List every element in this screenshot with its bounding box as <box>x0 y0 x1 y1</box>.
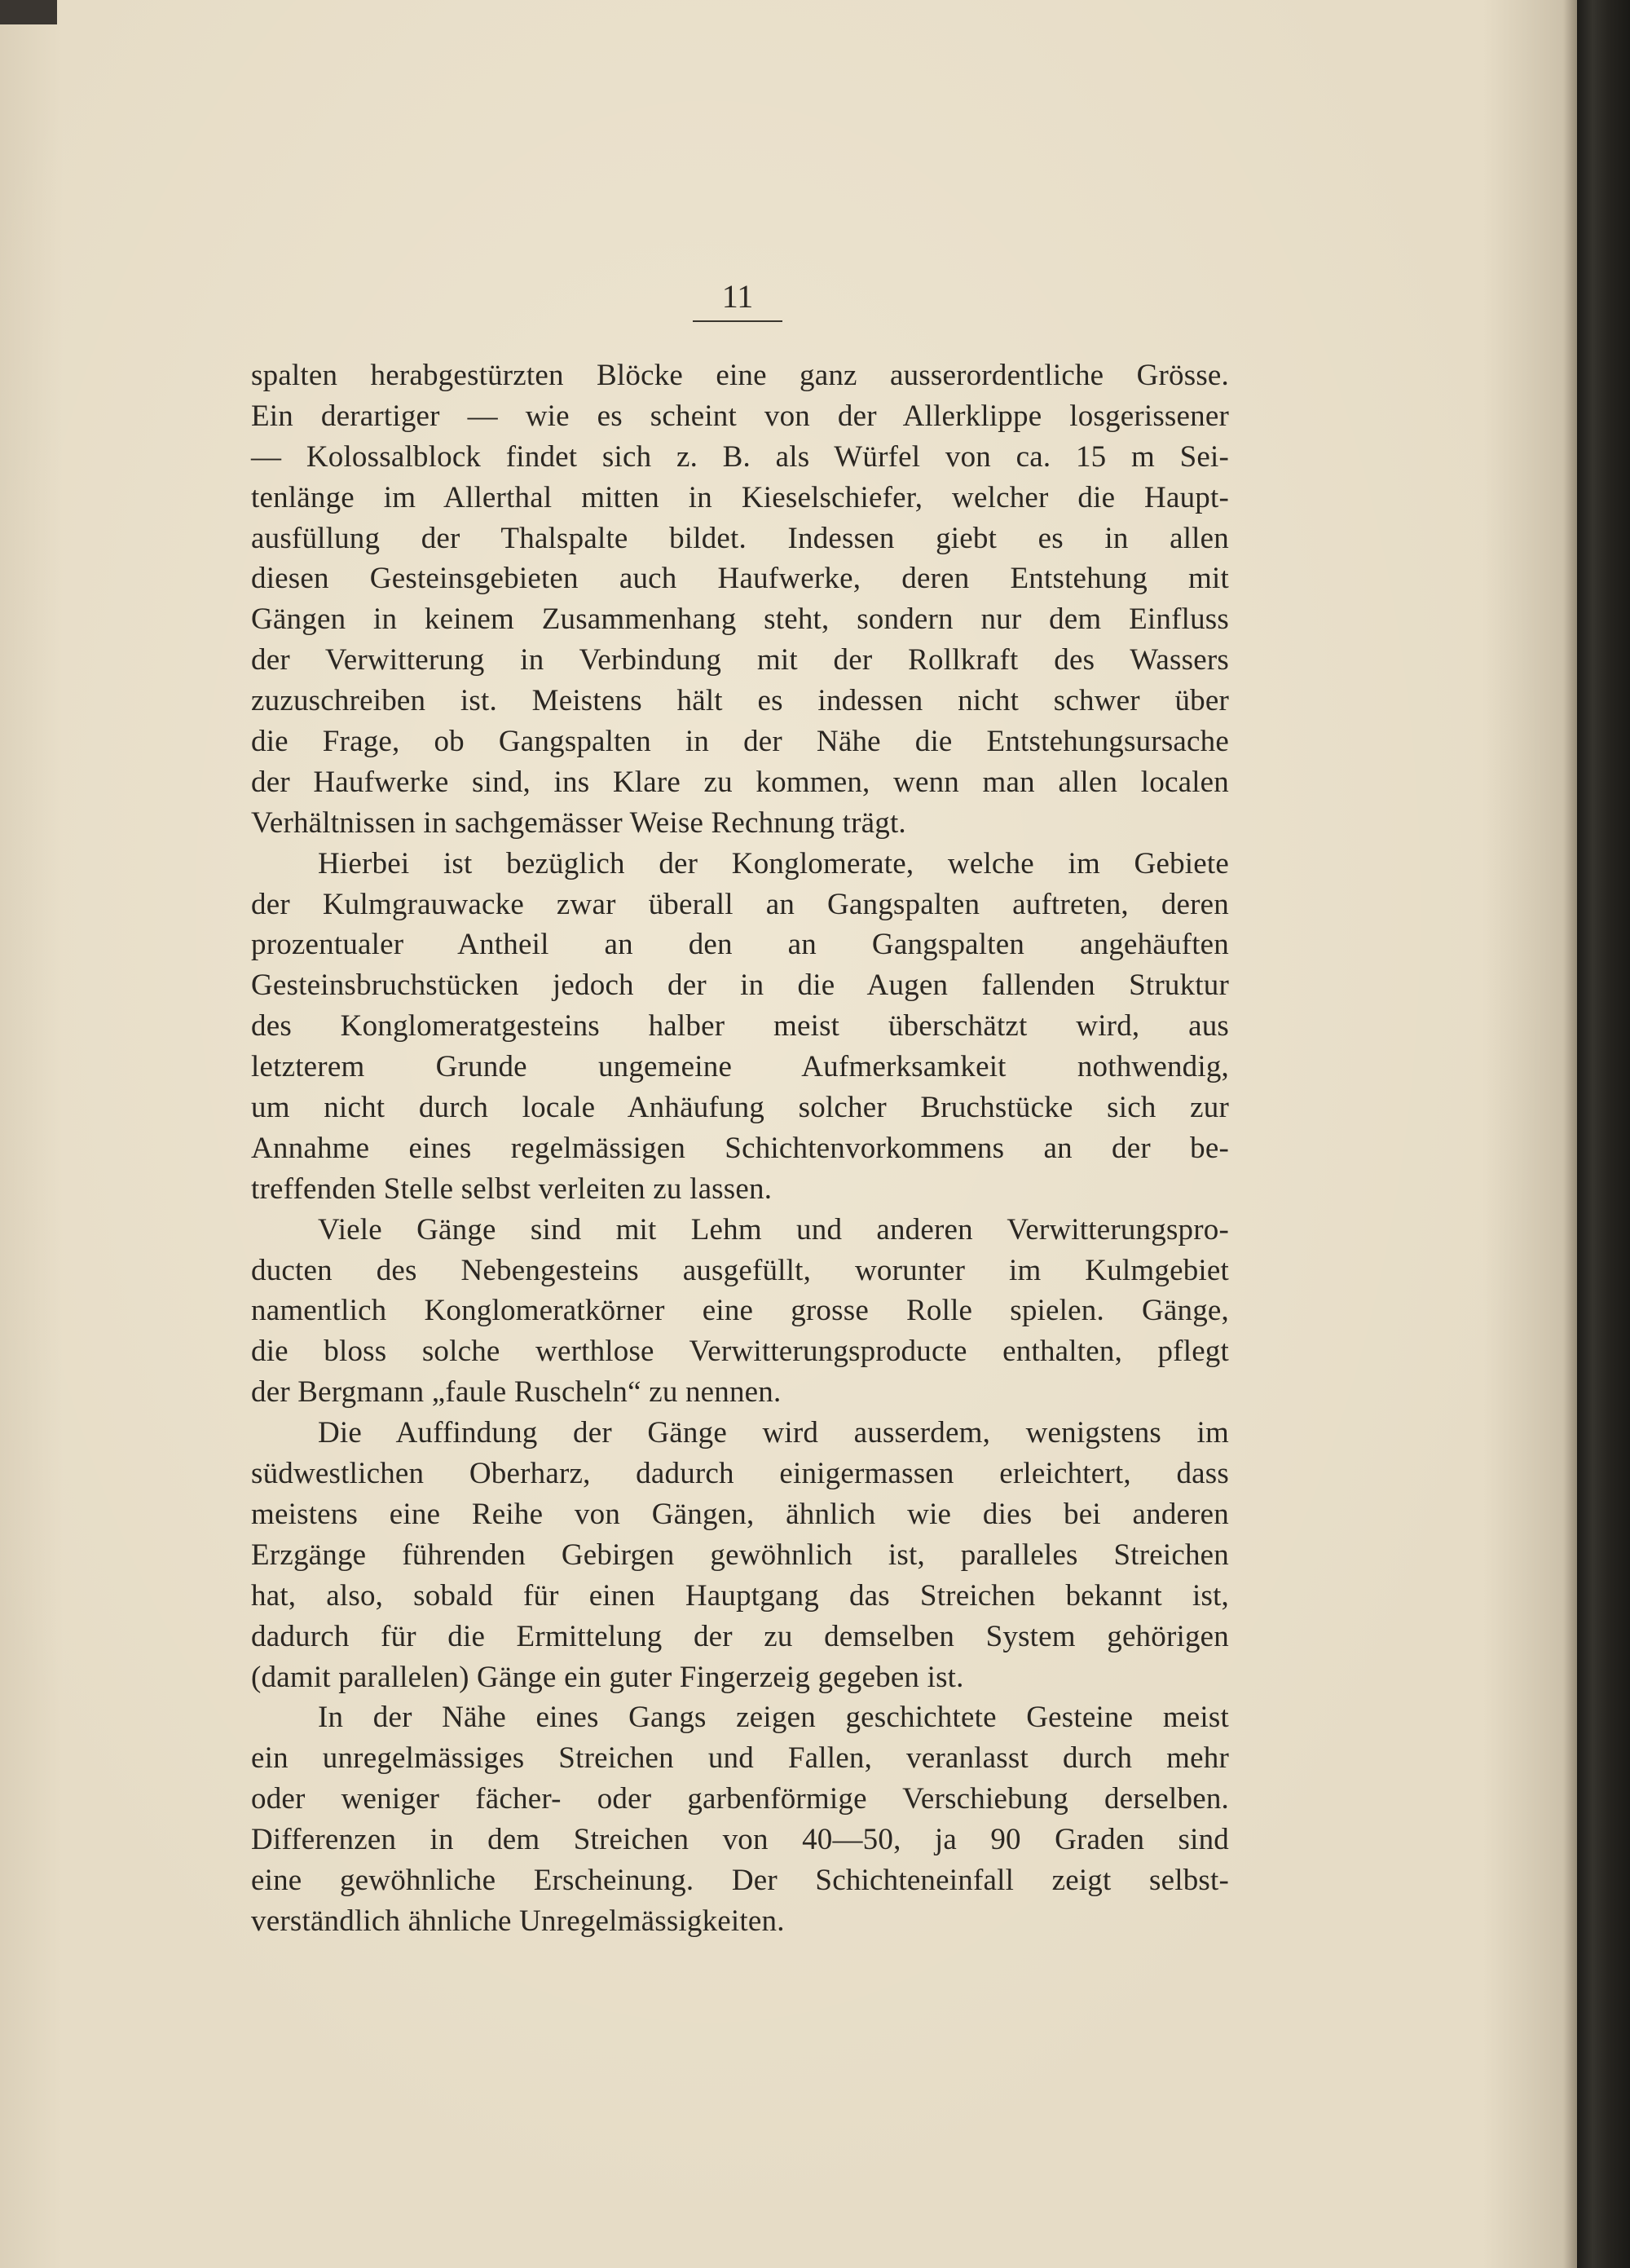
book-binding <box>1577 0 1630 2268</box>
text-line: oder weniger fächer- oder garbenförmige Verschiebung derselben. <box>251 1782 1229 1816</box>
text-line: des Konglomeratgesteins halber meist überschätzt wird, aus <box>251 1009 1229 1044</box>
text-line: zuzuschreiben ist. Meistens hält es indessen nicht schwer über <box>251 684 1229 718</box>
text-line: letzterem Grunde ungemeine Aufmerksamkeit nothwendig, <box>251 1050 1229 1084</box>
text-line: treffenden Stelle selbst verleiten zu lassen. <box>251 1172 773 1206</box>
paragraph <box>251 844 1229 1210</box>
paragraph <box>251 1210 1229 1413</box>
text-line: Gesteinsbruchstücken jedoch der in die Augen fallenden Struktur <box>251 969 1229 1003</box>
text-line: (damit parallelen) Gänge ein guter Fingerzeig gegeben ist. <box>251 1660 964 1694</box>
text-line: prozentualer Antheil an den an Gangspalten angehäuften <box>251 928 1229 962</box>
text-line: Die Auffindung der Gänge wird ausserdem, wenigstens im <box>318 1416 1229 1450</box>
paragraph <box>251 1697 1229 1941</box>
text-line: Hierbei ist bezüglich der Konglomerate, welche im Gebiete <box>318 846 1229 880</box>
paragraph <box>251 355 1229 844</box>
paragraph <box>251 1413 1229 1697</box>
text-line: der Bergmann „faule Ruscheln“ zu nennen. <box>251 1375 782 1410</box>
text-line: In der Nähe eines Gangs zeigen geschichtete Gesteine meist <box>318 1701 1229 1735</box>
text-line: dadurch für die Ermittelung der zu demselben System gehörigen <box>251 1619 1229 1653</box>
text-line: Viele Gänge sind mit Lehm und anderen Verwitterungspro- <box>318 1212 1229 1247</box>
text-line: eine gewöhnliche Erscheinung. Der Schichteneinfall zeigt selbst- <box>251 1863 1229 1897</box>
text-line: hat, also, sobald für einen Hauptgang das Streichen bekannt ist, <box>251 1578 1229 1613</box>
text-line: verständlich ähnliche Unregelmässigkeiten. <box>251 1904 785 1938</box>
scan-corner <box>0 0 57 24</box>
text-line: Ein derartiger — wie es scheint von der Allerklippe losgerissener <box>251 399 1229 433</box>
text-line: südwestlichen Oberharz, dadurch einigermassen erleichtert, dass <box>251 1457 1229 1491</box>
text-line: die bloss solche werthlose Verwitterungsproducte enthalten, pflegt <box>251 1335 1229 1369</box>
text-line: Gängen in keinem Zusammenhang steht, sondern nur dem Einfluss <box>251 602 1229 637</box>
text-line: tenlänge im Allerthal mitten in Kieselschiefer, welcher die Haupt- <box>251 480 1229 514</box>
text-line: namentlich Konglomeratkörner eine grosse Rolle spielen. Gänge, <box>251 1294 1229 1328</box>
text-line: der Verwitterung in Verbindung mit der Rollkraft des Wassers <box>251 643 1229 677</box>
body-text <box>251 355 1229 1942</box>
text-line: der Kulmgrauwacke zwar überall an Gangspalten auftreten, deren <box>251 887 1229 921</box>
text-line: meistens eine Reihe von Gängen, ähnlich wie dies bei anderen <box>251 1497 1229 1531</box>
text-line: — Kolossalblock findet sich z. B. als Würfel von ca. 15 m Sei- <box>251 439 1229 474</box>
page-number: 11 <box>693 277 782 322</box>
text-line: Verhältnissen in sachgemässer Weise Rechnung trägt. <box>251 805 906 840</box>
text-line: der Haufwerke sind, ins Klare zu kommen, wenn man allen localen <box>251 765 1229 799</box>
text-line: ducten des Nebengesteins ausgefüllt, worunter im Kulmgebiet <box>251 1253 1229 1287</box>
text-line: Annahme eines regelmässigen Schichtenvorkommens an der be- <box>251 1131 1229 1165</box>
text-line: die Frage, ob Gangspalten in der Nähe die Entstehungsursache <box>251 725 1229 759</box>
text-line: ein unregelmässiges Streichen und Fallen, veranlasst durch mehr <box>251 1741 1229 1776</box>
text-line: spalten herabgestürzten Blöcke eine ganz ausserordentliche Grösse. <box>251 359 1229 392</box>
text-line: ausfüllung der Thalspalte bildet. Indessen giebt es in allen <box>251 521 1229 555</box>
text-line: Differenzen in dem Streichen von 40—50, ja 90 Graden sind <box>251 1823 1229 1857</box>
text-line: um nicht durch locale Anhäufung solcher Bruchstücke sich zur <box>251 1091 1229 1125</box>
text-line: diesen Gesteinsgebieten auch Haufwerke, deren Entstehung mit <box>251 562 1229 596</box>
page-gutter-shadow <box>1563 0 1577 2268</box>
text-line: Erzgänge führenden Gebirgen gewöhnlich ist, paralleles Streichen <box>251 1538 1229 1572</box>
